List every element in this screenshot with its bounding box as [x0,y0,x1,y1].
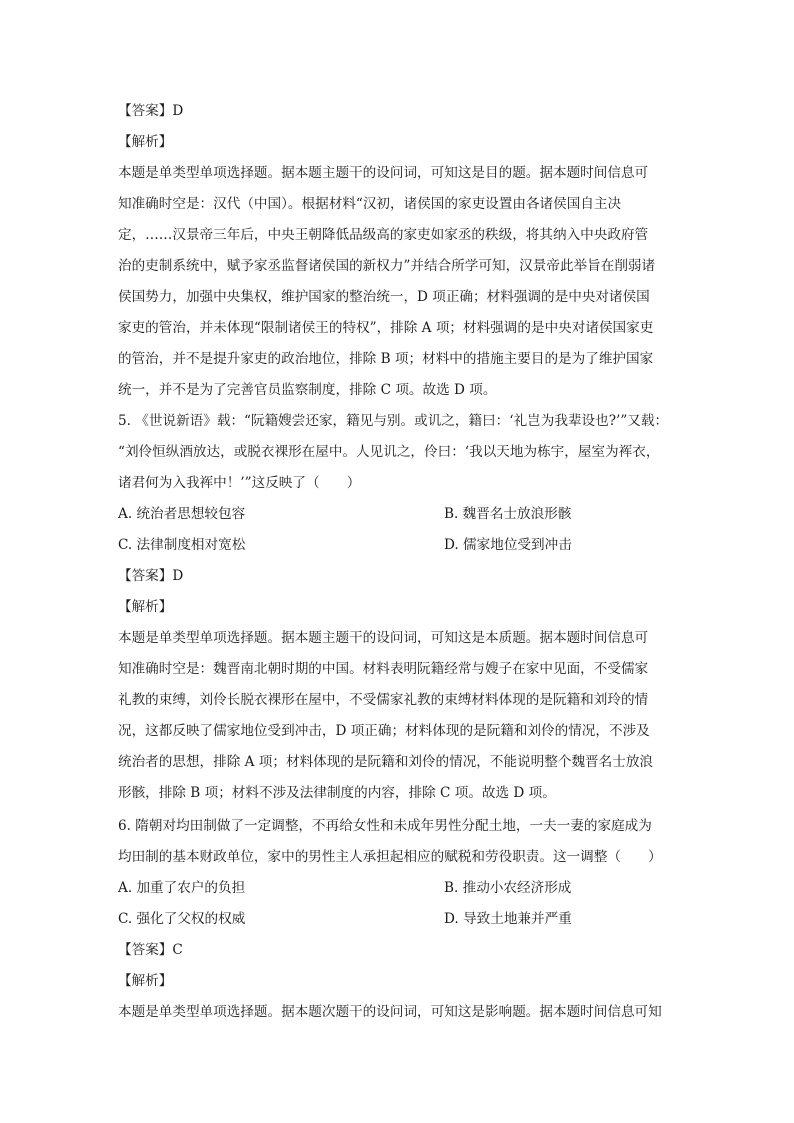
q5-analysis-line: 形骸，排除 B 项；材料不涉及法律制度的内容，排除 C 项。故选 D 项。 [118,785,556,801]
q6-option-c: C. 强化了父权的权威 [118,911,246,927]
q5-analysis-line: 况，这都反映了儒家地位受到冲击，D 项正确；材料体现的是阮籍和刘伶的情况，不涉及 [118,723,650,739]
q6-answer: 【答案】C [118,942,183,958]
q4-analysis-line: 统一，并不是为了完善官员监察制度，排除 C 项。故选 D 项。 [118,382,497,398]
q6-option-a: A. 加重了农户的负担 [118,880,246,896]
q4-analysis-line: 的管治，并不是提升家吏的政治地位，排除 B 项；材料中的措施主要目的是为了维护国家 [118,351,654,367]
q6-option-b: B. 推动小农经济形成 [444,880,572,896]
q5-stem-line: 5. 《世说新语》载：“阮籍嫂尝还家，籍见与别。或讥之，籍曰：‘礼岂为我辈设也?’”又载： [118,413,669,429]
q5-analysis-label: 【解析】 [118,599,173,615]
q6-analysis-label: 【解析】 [118,973,173,989]
q6-option-d: D. 导致土地兼并严重 [444,911,572,927]
q4-analysis-line: 本题是单类型单项选择题。据本题主题干的设问词，可知这是目的题。据本题时间信息可 [118,165,649,181]
q4-analysis-line: 侯国势力，加强中央集权，维护国家的整治统一，D 项正确；材料强调的是中央对诸侯国 [118,289,650,305]
q5-stem-line: 诸君何为入我裈中！’”这反映了（ ） [118,475,361,491]
q4-analysis-line: 治的吏制系统中，赋予家丞监督诸侯国的新权力”并结合所学可知，汉景帝此举旨在削弱诸 [118,258,656,274]
q5-analysis-line: 统治者的思想，排除 A 项；材料体现的是阮籍和刘伶的情况，不能说明整个魏晋名士放浪 [118,754,654,770]
q5-analysis-line: 本题是单类型单项选择题。据本题主题干的设问词，可知这是本质题。据本题时间信息可 [118,630,649,646]
q5-option-d: D. 儒家地位受到冲击 [444,537,572,553]
q4-analysis-line: 知准确时空是：汉代（中国）。根据材料“汉初，诸侯国的家吏设置由各诸侯国自主决 [118,196,622,212]
q5-analysis-line: 知准确时空是：魏晋南北朝时期的中国。材料表明阮籍经常与嫂子在家中见面，不受儒家 [118,661,649,677]
q4-analysis-label: 【解析】 [118,134,173,150]
q4-analysis-line: 家吏的管治，并未体现“限制诸侯王的特权”，排除 A 项；材料强调的是中央对诸侯国家吏 [118,320,654,336]
q4-answer: 【答案】D [118,103,184,119]
q5-answer: 【答案】D [118,568,184,584]
q5-option-b: B. 魏晋名士放浪形骸 [444,506,572,522]
q4-analysis-line: 定，……汉景帝三年后，中央王朝降低品级高的家吏如家丞的秩级，将其纳入中央政府管 [118,227,649,243]
q6-stem-line: 均田制的基本财政单位，家中的男性主人承担起相应的赋税和劳役职责。这一调整（ ） [118,849,662,865]
q5-option-c: C. 法律制度相对宽松 [118,537,246,553]
q6-stem-line: 6. 隋朝对均田制做了一定调整，不再给女性和未成年男性分配土地，一夫一妻的家庭成为 [118,818,652,834]
q5-analysis-line: 礼教的束缚，刘伶长脱衣裸形在屋中，不受儒家礼教的束缚材料体现的是阮籍和刘玲的情 [118,692,649,708]
q5-option-a: A. 统治者思想较包容 [118,506,246,522]
q5-stem-line: “刘伶恒纵酒放达，或脱衣裸形在屋中。人见讥之，伶曰：‘我以天地为栋宇，屋室为裈衣， [118,444,660,460]
q6-analysis-line: 本题是单类型单项选择题。据本题次题干的设问词，可知这是影响题。据本题时间信息可知 [118,1004,662,1020]
